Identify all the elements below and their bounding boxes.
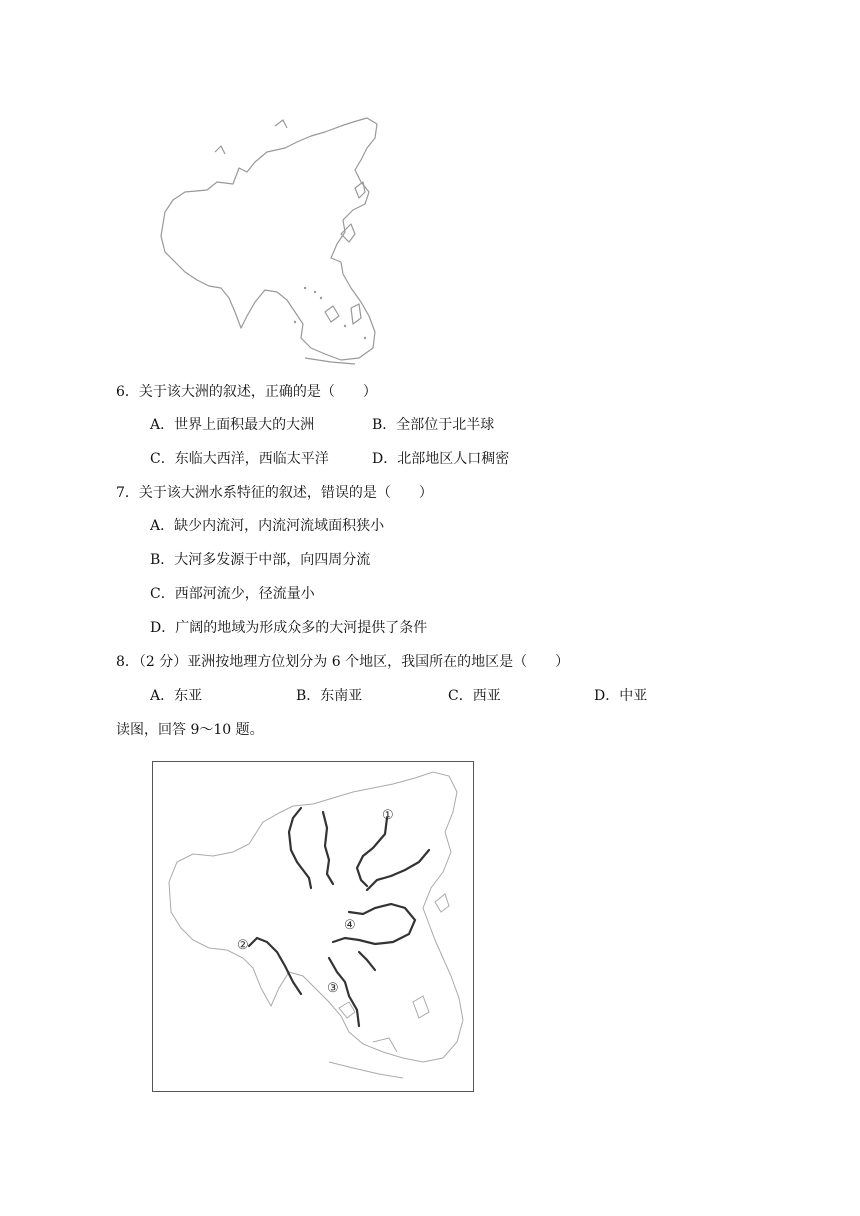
question-8-option-b: B．东南亚 (296, 688, 363, 704)
question-8-stem: 8．（2 分）亚洲按地理方位划分为 6 个地区，我国所在的地区是（ ） (116, 654, 570, 670)
river-marker-4: ④ (344, 918, 356, 933)
reading-instruction: 读图，回答 9～10 题。 (116, 722, 264, 738)
question-8-option-a: A．东亚 (150, 688, 203, 704)
asia-outline-map (155, 112, 395, 370)
question-6-option-b: B．全部位于北半球 (372, 417, 495, 433)
river-marker-3: ③ (327, 981, 339, 996)
question-8-option-d: D．中亚 (594, 688, 648, 704)
question-7-option-d: D．广阔的地域为形成众多的大河提供了条件 (150, 620, 428, 636)
asia-rivers-map (152, 761, 474, 1092)
question-7-option-b: B．大河多发源于中部，向四周分流 (150, 552, 371, 568)
question-6-option-a: A．世界上面积最大的大洲 (150, 417, 315, 433)
river-marker-1: ① (382, 808, 394, 823)
question-7-option-c: C．西部河流少，径流量小 (150, 586, 315, 602)
question-7-option-a: A．缺少内流河，内流河流域面积狭小 (150, 518, 385, 534)
question-8-option-c: C．西亚 (448, 688, 501, 704)
question-7-stem: 7．关于该大洲水系特征的叙述，错误的是（ ） (116, 485, 433, 501)
question-6-option-c: C．东临大西洋，西临太平洋 (150, 451, 329, 467)
question-6-stem: 6．关于该大洲的叙述，正确的是（ ） (116, 384, 377, 400)
question-6-option-d: D．北部地区人口稠密 (372, 451, 510, 467)
river-marker-2: ② (237, 938, 249, 953)
